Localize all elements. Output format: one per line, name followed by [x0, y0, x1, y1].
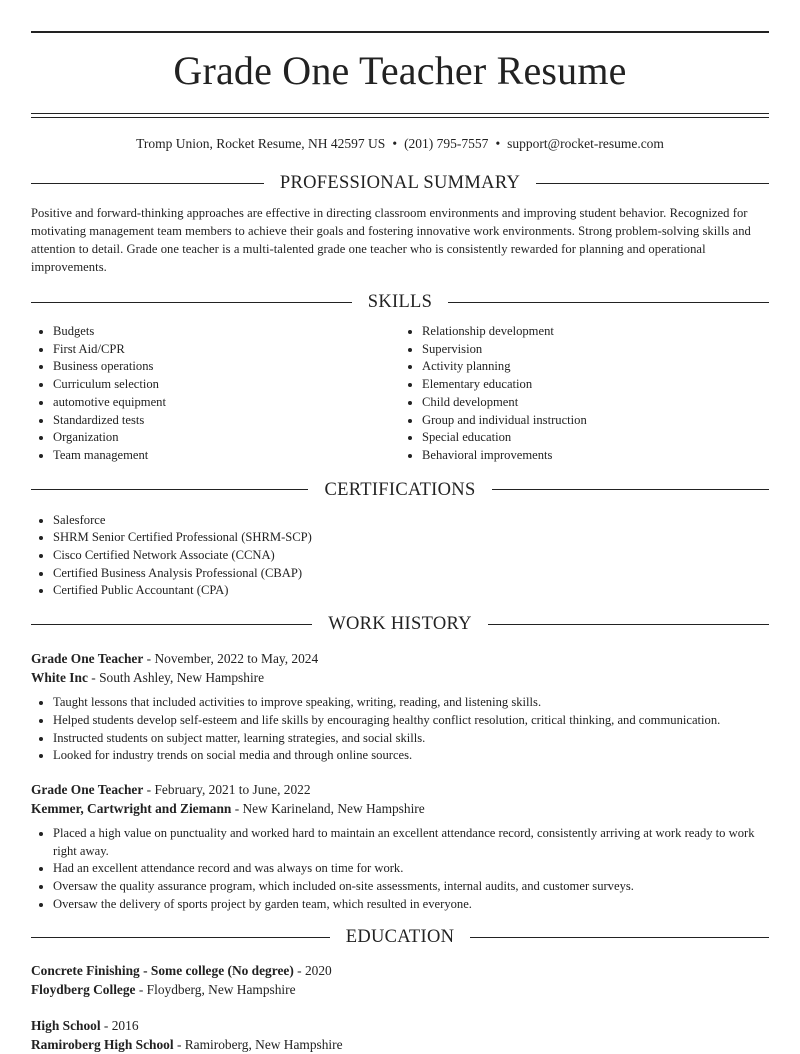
education-school-line: [31, 1035, 769, 1054]
job-bullet: • Helped students develop self-esteem and life skills by encouraging healthy conflict resolution, critical thinking, and communication.: [53, 712, 769, 730]
skill-item: • Curriculum selection: [53, 376, 400, 394]
skill-item: • Group and individual instruction: [422, 412, 769, 430]
skill-item: • First Aid/CPR: [53, 341, 400, 359]
skills-list-left: [31, 323, 400, 465]
skill-item: • Activity planning: [422, 358, 769, 376]
certification-item: • Certified Business Analysis Professional (CBAP): [53, 565, 769, 583]
contact-separator: •: [495, 136, 501, 151]
job-location: - South Ashley, New Hampshire: [87, 670, 265, 686]
section-heading-label: PROFESSIONAL SUMMARY: [279, 173, 521, 193]
skill-item: • Supervision: [422, 341, 769, 359]
heading-rule: [31, 624, 312, 625]
job-company-line: [31, 799, 769, 818]
heading-rule: [31, 937, 330, 938]
section-heading-skills: [31, 291, 769, 313]
skill-item: • Relationship development: [422, 323, 769, 341]
education-degree: High School: [31, 1018, 101, 1034]
heading-rule: [31, 489, 308, 490]
contact-line: [31, 135, 769, 153]
contact-email: support@rocket-resume.com: [507, 136, 664, 151]
skill-item: • Child development: [422, 394, 769, 412]
job-company: White Inc: [31, 670, 88, 686]
skill-item: • Business operations: [53, 358, 400, 376]
job-bullets: [31, 825, 769, 914]
job-dates: - February, 2021 to June, 2022: [143, 781, 311, 797]
heading-rule: [536, 183, 769, 184]
section-heading-summary: [31, 172, 769, 194]
certification-item: • Cisco Certified Network Associate (CCNA): [53, 547, 769, 565]
skill-item: • Standardized tests: [53, 412, 400, 430]
skill-item: • Behavioral improvements: [422, 447, 769, 465]
certification-item: • SHRM Senior Certified Professional (SHRM-SCP): [53, 529, 769, 547]
job-company-line: [31, 668, 769, 687]
job-bullet: • Placed a high value on punctuality and worked hard to maintain an excellent attendance record, consistently arriving at work ready to work right away.: [53, 825, 769, 860]
education-degree: Concrete Finishing - Some college (No degree): [31, 963, 294, 979]
skills-list-right: [400, 323, 769, 465]
education-degree-line: [31, 961, 769, 980]
contact-address: Tromp Union, Rocket Resume, NH 42597 US: [136, 136, 386, 151]
certifications-list: [31, 512, 769, 601]
page-title: Grade One Teacher Resume: [173, 48, 627, 93]
section-heading-education: [31, 926, 769, 948]
skill-item: • Elementary education: [422, 376, 769, 394]
job-title-line: [31, 780, 769, 799]
heading-rule: [492, 489, 769, 490]
resume-page: [31, 31, 769, 1054]
job-bullet: • Oversaw the delivery of sports project by garden team, which resulted in everyone.: [53, 896, 769, 914]
heading-rule: [448, 302, 769, 303]
section-heading-label: EDUCATION: [345, 927, 455, 948]
heading-rule: [488, 624, 769, 625]
job-entry: [31, 649, 769, 765]
top-rule: [31, 31, 769, 33]
job-bullet: • Taught lessons that included activities to improve speaking, writing, reading, and listening skills.: [53, 694, 769, 712]
section-heading-certifications: [31, 479, 769, 501]
education-entry: [31, 961, 769, 999]
education-school-line: [31, 980, 769, 999]
skill-item: • Special education: [422, 429, 769, 447]
job-bullet: • Oversaw the quality assurance program, which included on-site assessments, internal audits, and customer surveys.: [53, 878, 769, 896]
section-heading-label: SKILLS: [367, 292, 433, 312]
heading-rule: [31, 183, 264, 184]
contact-phone: (201) 795-7557: [404, 136, 489, 151]
heading-rule: [31, 302, 352, 303]
job-title: Grade One Teacher: [31, 651, 144, 667]
certification-item: • Certified Public Accountant (CPA): [53, 582, 769, 600]
job-bullet: • Had an excellent attendance record and was always on time for work.: [53, 860, 769, 878]
job-location: - New Karineland, New Hampshire: [231, 800, 425, 816]
skill-item: • automotive equipment: [53, 394, 400, 412]
section-heading-work: [31, 613, 769, 635]
skill-item: • Budgets: [53, 323, 400, 341]
skill-item: • Team management: [53, 447, 400, 465]
job-company: Kemmer, Cartwright and Ziemann: [31, 800, 232, 816]
heading-rule: [470, 937, 769, 938]
job-bullets: [31, 694, 769, 765]
education-location: - Ramiroberg, New Hampshire: [173, 1037, 343, 1053]
education-school: Floydberg College: [31, 982, 136, 998]
contact-separator: •: [392, 136, 398, 151]
education-entry: [31, 1016, 769, 1054]
job-bullet: • Instructed students on subject matter, learning strategies, and social skills.: [53, 730, 769, 748]
skill-item: • Organization: [53, 429, 400, 447]
section-heading-label: WORK HISTORY: [328, 614, 472, 635]
section-heading-label: CERTIFICATIONS: [324, 479, 476, 500]
education-degree-line: [31, 1016, 769, 1035]
education-location: - Floydberg, New Hampshire: [135, 982, 296, 998]
skills-columns: [31, 323, 769, 465]
education-year: - 2016: [100, 1018, 139, 1034]
education-year: - 2020: [293, 963, 332, 979]
certification-item: • Salesforce: [53, 512, 769, 530]
education-school: Ramiroberg High School: [31, 1037, 174, 1053]
job-bullet: • Looked for industry trends on social media and through online sources.: [53, 747, 769, 765]
summary-text: Positive and forward-thinking approaches are effective in directing classroom environments and improving student behavior. Recognized for motivating management team members to achieve their goals and fostering innovative work environments. Strong problem-solving skills and attention to detail. Grade one teacher is a multi-talented grade one teacher who is consistently rewarded for planning and operational improvements.: [31, 206, 751, 274]
job-entry: [31, 780, 769, 914]
job-title-line: [31, 649, 769, 668]
title-double-rule: [31, 113, 769, 118]
job-dates: - November, 2022 to May, 2024: [143, 651, 319, 667]
job-title: Grade One Teacher: [31, 781, 144, 797]
